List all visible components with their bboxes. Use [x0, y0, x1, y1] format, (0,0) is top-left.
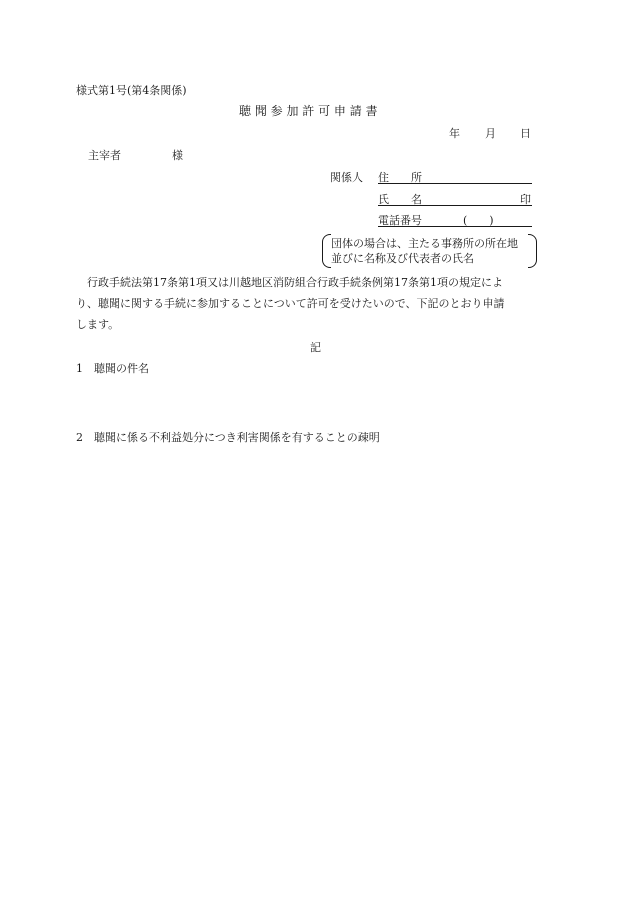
item-2-label: 2 聴聞に係る不利益処分につき利害関係を有することの疎明	[76, 431, 380, 444]
address-label: 住 所	[378, 171, 422, 184]
item-1-label: 1 聴聞の件名	[76, 362, 149, 375]
ki-heading: 記	[310, 341, 321, 354]
phone-field[interactable]	[378, 226, 532, 227]
form-number: 様式第1号(第4条関係)	[76, 84, 187, 97]
date-year: 年	[449, 127, 460, 140]
date-day: 日	[520, 127, 531, 140]
phone-label: 電話番号	[378, 214, 422, 227]
page-title: 聴 聞 参 加 許 可 申 請 書	[239, 104, 378, 118]
body-line3: します。	[76, 318, 120, 331]
right-bracket	[528, 234, 537, 268]
body-line2: り、聴聞に関する手続に参加することについて許可を受けたいので、下記のとおり申請	[76, 297, 505, 310]
organizer-label: 主宰者	[88, 149, 121, 162]
date-month: 月	[485, 127, 496, 140]
seal-mark: 印	[520, 193, 531, 206]
group-note-line2: 並びに名称及び代表者の氏名	[331, 252, 474, 265]
honorific: 様	[172, 149, 183, 162]
left-bracket	[322, 234, 331, 268]
name-field[interactable]	[378, 205, 532, 206]
name-label: 氏 名	[378, 193, 422, 206]
applicant-label: 関係人	[330, 171, 363, 184]
phone-paren: ( )	[463, 214, 494, 227]
address-field[interactable]	[378, 183, 532, 184]
body-line1: 行政手続法第17条第1項又は川越地区消防組合行政手続条例第17条第1項の規定によ	[87, 276, 503, 289]
group-note-line1: 団体の場合は、主たる事務所の所在地	[331, 237, 518, 250]
